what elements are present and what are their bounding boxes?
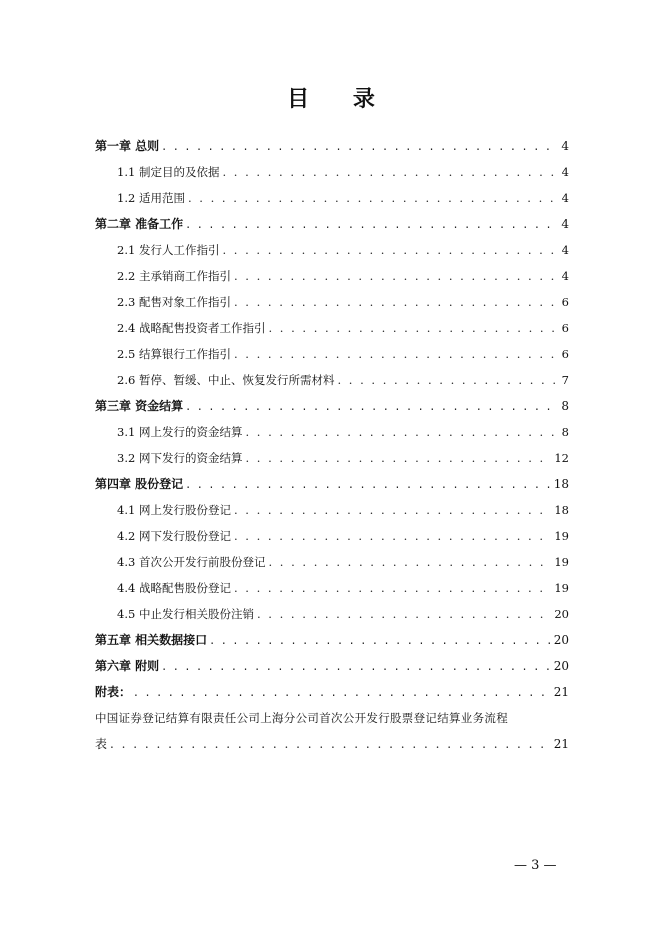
toc-entry-label: 2.3 配售对象工作指引 bbox=[117, 295, 231, 309]
toc-entry-label: 2.2 主承销商工作指引 bbox=[117, 269, 231, 283]
toc-leader-dots bbox=[188, 185, 559, 211]
toc-page-number: 18 bbox=[553, 477, 569, 491]
toc-chapter-entry[interactable] bbox=[95, 211, 569, 237]
toc-page-number: 7 bbox=[561, 373, 569, 387]
toc-leader-dots bbox=[245, 419, 558, 445]
toc-leader-dots bbox=[257, 601, 551, 627]
toc-leader-dots bbox=[186, 211, 558, 237]
toc-entry-label: 3.1 网上发行的资金结算 bbox=[117, 425, 243, 439]
toc-section-entry[interactable] bbox=[95, 263, 569, 289]
toc-page-number: 12 bbox=[554, 451, 569, 465]
toc-leader-dots bbox=[337, 367, 558, 393]
toc-page-number: 4 bbox=[561, 191, 569, 205]
toc-leader-dots bbox=[234, 341, 559, 367]
toc-entry-label: 2.4 战略配售投资者工作指引 bbox=[117, 321, 266, 335]
toc-leader-dots bbox=[245, 445, 551, 471]
toc-title: 目 录 bbox=[287, 87, 393, 112]
toc-page-number: 19 bbox=[554, 529, 569, 543]
toc-leader-dots bbox=[134, 679, 551, 705]
toc-chapter-entry[interactable] bbox=[95, 133, 569, 159]
toc-page-number: 6 bbox=[561, 347, 569, 361]
toc-page-number: 19 bbox=[554, 555, 569, 569]
toc-appendix-line2[interactable] bbox=[95, 731, 569, 757]
toc-page-number: 20 bbox=[553, 659, 569, 673]
toc-section-entry[interactable] bbox=[95, 237, 569, 263]
toc-section-entry[interactable] bbox=[95, 419, 569, 445]
toc-page-number: 4 bbox=[561, 139, 569, 153]
toc-section-entry[interactable] bbox=[95, 367, 569, 393]
toc-page-number: 6 bbox=[561, 321, 569, 335]
toc-appendix-line1[interactable]: 中国证券登记结算有限责任公司上海分公司首次公开发行股票登记结算业务流程 bbox=[95, 711, 508, 725]
toc-leader-dots bbox=[110, 731, 551, 757]
toc-page-number: 21 bbox=[553, 737, 569, 751]
toc-leader-dots bbox=[186, 393, 558, 419]
toc-page-number: 8 bbox=[561, 425, 569, 439]
toc-leader-dots bbox=[234, 497, 551, 523]
toc-section-entry[interactable] bbox=[95, 549, 569, 575]
toc-page-number: 20 bbox=[553, 633, 569, 647]
toc-entry-label: 表 bbox=[95, 737, 108, 751]
toc-section-entry[interactable] bbox=[95, 575, 569, 601]
toc-leader-dots bbox=[234, 523, 551, 549]
toc-entry-label: 附表： bbox=[95, 685, 132, 699]
toc-chapter-entry[interactable] bbox=[95, 679, 569, 705]
toc-entry-label: 第六章 附则 bbox=[95, 659, 160, 673]
toc-entry-label: 4.3 首次公开发行前股份登记 bbox=[117, 555, 266, 569]
toc-entry-label: 4.5 中止发行相关股份注销 bbox=[117, 607, 254, 621]
toc-entry-label: 2.6 暂停、暂缓、中止、恢复发行所需材料 bbox=[117, 373, 335, 387]
toc-page-number: 6 bbox=[561, 295, 569, 309]
toc-entry-label: 第四章 股份登记 bbox=[95, 477, 184, 491]
toc-section-entry[interactable] bbox=[95, 159, 569, 185]
toc-entry-label: 4.4 战略配售股份登记 bbox=[117, 581, 231, 595]
toc-entry-label: 4.2 网下发行股份登记 bbox=[117, 529, 231, 543]
toc-page-number: 4 bbox=[561, 269, 569, 283]
toc-leader-dots bbox=[222, 237, 558, 263]
toc-entry-label: 2.1 发行人工作指引 bbox=[117, 243, 220, 257]
toc-page-number: 21 bbox=[553, 685, 569, 699]
toc-leader-dots bbox=[222, 159, 558, 185]
toc-entry-label: 4.1 网上发行股份登记 bbox=[117, 503, 231, 517]
toc-page-number: 19 bbox=[554, 581, 569, 595]
toc-chapter-entry[interactable] bbox=[95, 653, 569, 679]
toc-section-entry[interactable] bbox=[95, 523, 569, 549]
toc-section-entry[interactable] bbox=[95, 341, 569, 367]
toc-section-entry[interactable] bbox=[95, 445, 569, 471]
toc-page-number: 18 bbox=[554, 503, 569, 517]
toc-entry-label: 3.2 网下发行的资金结算 bbox=[117, 451, 243, 465]
toc-leader-dots bbox=[268, 549, 551, 575]
toc-entry-label: 1.2 适用范围 bbox=[117, 191, 185, 205]
toc-section-entry[interactable] bbox=[95, 497, 569, 523]
toc-chapter-entry[interactable] bbox=[95, 627, 569, 653]
toc-page-number: 4 bbox=[561, 165, 569, 179]
toc-leader-dots bbox=[234, 575, 551, 601]
table-of-contents bbox=[95, 133, 569, 757]
toc-chapter-entry[interactable] bbox=[95, 471, 569, 497]
toc-leader-dots bbox=[268, 315, 558, 341]
toc-page-number: 4 bbox=[561, 243, 569, 257]
toc-section-entry[interactable] bbox=[95, 315, 569, 341]
toc-leader-dots bbox=[162, 133, 558, 159]
toc-section-entry[interactable] bbox=[95, 289, 569, 315]
toc-page-number: 4 bbox=[561, 217, 569, 231]
toc-entry-label: 第一章 总则 bbox=[95, 139, 160, 153]
toc-leader-dots bbox=[210, 627, 551, 653]
toc-leader-dots bbox=[234, 289, 559, 315]
toc-page-number: 20 bbox=[554, 607, 569, 621]
toc-section-entry[interactable] bbox=[95, 185, 569, 211]
toc-leader-dots bbox=[186, 471, 551, 497]
toc-leader-dots bbox=[162, 653, 551, 679]
toc-entry-label: 2.5 结算银行工作指引 bbox=[117, 347, 231, 361]
toc-section-entry[interactable] bbox=[95, 601, 569, 627]
toc-page-number: 8 bbox=[561, 399, 569, 413]
toc-entry-label: 第二章 准备工作 bbox=[95, 217, 184, 231]
toc-entry-label: 1.1 制定目的及依据 bbox=[117, 165, 220, 179]
toc-leader-dots bbox=[234, 263, 559, 289]
toc-entry-label: 第三章 资金结算 bbox=[95, 399, 184, 413]
page-number-footer: — 3 — bbox=[514, 858, 557, 873]
toc-chapter-entry[interactable] bbox=[95, 393, 569, 419]
toc-entry-label: 第五章 相关数据接口 bbox=[95, 633, 208, 647]
